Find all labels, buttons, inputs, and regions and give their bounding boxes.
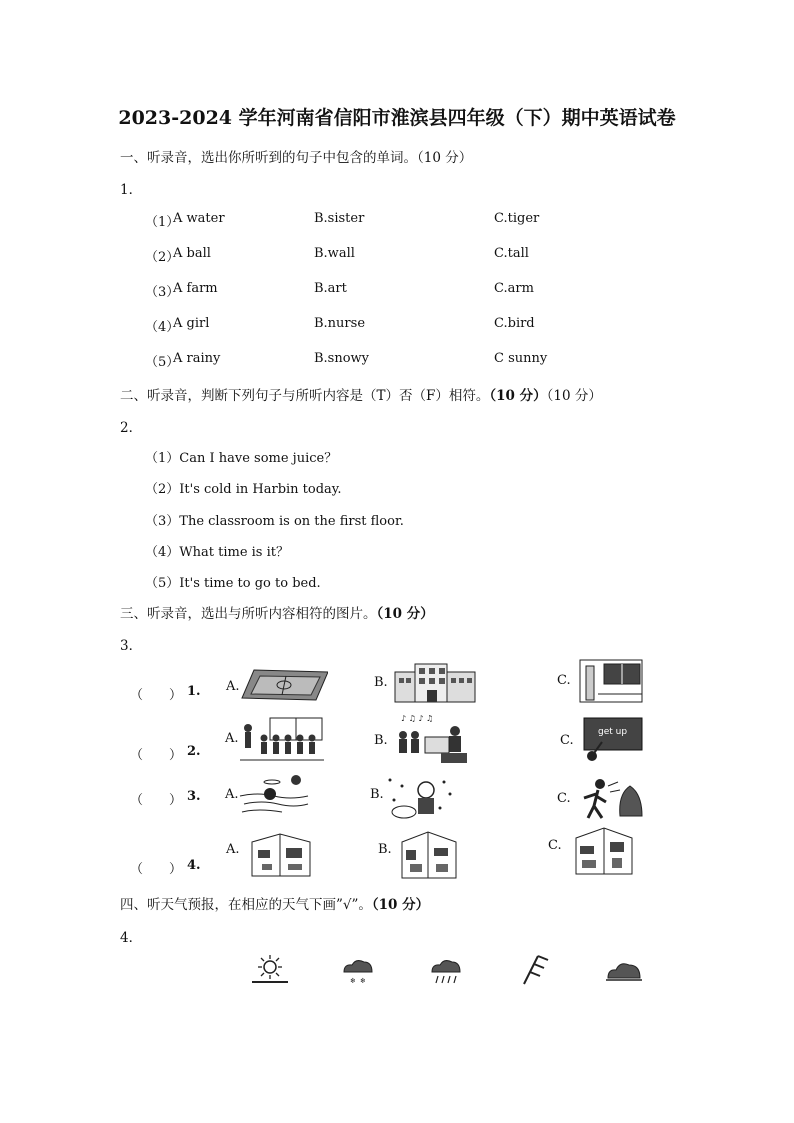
students-in-line-picture [240, 716, 324, 762]
section-1-heading: 一、听录音，选出你所听到的句子中包含的单词。（10 分） [120, 150, 473, 166]
q3-item-number: 4. [187, 858, 201, 873]
section-3-points: （10 分） [376, 606, 434, 622]
section-2-heading-text: 二、听录音，判断下列句子与所听内容是（T）否（F）相符。 [120, 388, 490, 404]
q1-option-c: C.bird [494, 316, 535, 331]
svg-text:❄: ❄ [360, 977, 366, 985]
windy-icon [518, 954, 552, 986]
q3-label-b: B. [374, 675, 388, 690]
classroom-window-picture [578, 658, 644, 704]
answer-blank: （ ） [130, 688, 183, 703]
q1-option-b: B.snowy [314, 351, 370, 366]
q1-row-num: （4） [145, 320, 180, 335]
q3-label-c: C. [548, 838, 562, 853]
q1-option-c: C.tiger [494, 211, 540, 226]
q1-option-c: C.tall [494, 246, 529, 261]
q3-label-a: A. [225, 731, 239, 746]
section-3-heading [120, 602, 434, 622]
q3-label-a: A. [226, 679, 240, 694]
q1-option-a: A girl [173, 316, 210, 331]
q1-option-a: A ball [173, 246, 211, 261]
snowy-icon [340, 956, 376, 986]
answer-blank: （ ） [130, 748, 183, 763]
q1-row-num: （5） [145, 355, 180, 370]
q2-sentence: （1）Can I have some juice？ [145, 451, 338, 466]
question-4-number: 4． [120, 930, 143, 946]
q3-label-c: C. [557, 673, 571, 688]
q3-label-b: B. [378, 842, 392, 857]
q1-option-c: C sunny [494, 351, 548, 366]
svg-text:♪ ♫ ♪ ♫: ♪ ♫ ♪ ♫ [401, 714, 434, 723]
q1-row-num: （3） [145, 285, 180, 300]
room-c-picture [574, 826, 634, 876]
q3-label-b: B. [370, 787, 384, 802]
q3-label-b: B. [374, 733, 388, 748]
q1-option-a: A water [173, 211, 225, 226]
svg-text:❄: ❄ [350, 977, 356, 985]
room-a-picture [250, 832, 312, 878]
q1-option-a: A farm [173, 281, 218, 296]
sunny-beach-picture [238, 772, 310, 818]
q3-label-c: C. [560, 733, 574, 748]
school-building-picture [393, 660, 477, 704]
section-4-heading [120, 893, 429, 913]
q3-item-number: 2. [187, 744, 201, 759]
get-up-board-picture [582, 716, 644, 764]
playground-picture [240, 668, 328, 702]
q1-row-num: （2） [145, 250, 180, 265]
q3-item-number: 3. [187, 789, 201, 804]
answer-blank: （ ） [130, 793, 183, 808]
q1-option-c: C.arm [494, 281, 534, 296]
windy-tree-picture [580, 776, 646, 822]
q2-sentence: （4）What time is it？ [145, 545, 289, 560]
answer-blank: （ ） [130, 862, 183, 877]
q1-option-b: B.nurse [314, 316, 366, 331]
room-b-picture [400, 830, 458, 880]
section-2-points-bold: （10 分） [489, 388, 547, 404]
section-4-points: （10 分） [371, 897, 430, 913]
section-3-heading-text: 三、听录音，选出与所听内容相符的图片。 [120, 606, 377, 622]
question-2-number: 2． [120, 420, 143, 436]
q3-label-c: C. [557, 791, 571, 806]
q1-option-b: B.art [314, 281, 347, 296]
q3-item-number: 1. [187, 684, 201, 699]
q1-option-b: B.wall [314, 246, 355, 261]
q2-sentence: （2）It's cold in Harbin today. [145, 482, 342, 497]
section-4-heading-text: 四、听天气预报，在相应的天气下画”√”。 [120, 897, 372, 913]
q1-option-b: B.sister [314, 211, 365, 226]
question-1-number: 1． [120, 182, 143, 198]
snowy-child-picture [384, 774, 456, 820]
q1-option-a: A rainy [173, 351, 221, 366]
section-2-heading [120, 384, 602, 404]
q2-sentence: （3）The classroom is on the first floor. [145, 514, 404, 529]
sunny-icon [252, 954, 288, 984]
page-title: 2023-2024 学年河南省信阳市淮滨县四年级（下）期中英语试卷 [118, 107, 676, 129]
q3-label-a: A. [225, 787, 239, 802]
cloudy-icon [606, 958, 642, 984]
board-text: get up [598, 727, 628, 737]
music-class-picture [393, 713, 469, 765]
q3-label-a: A. [226, 842, 240, 857]
q1-row-num: （1） [145, 215, 180, 230]
q2-sentence: （5）It's time to go to bed. [145, 576, 321, 591]
question-3-number: 3． [120, 638, 143, 654]
rainy-icon [428, 956, 464, 986]
section-2-points: （10 分） [546, 388, 602, 404]
